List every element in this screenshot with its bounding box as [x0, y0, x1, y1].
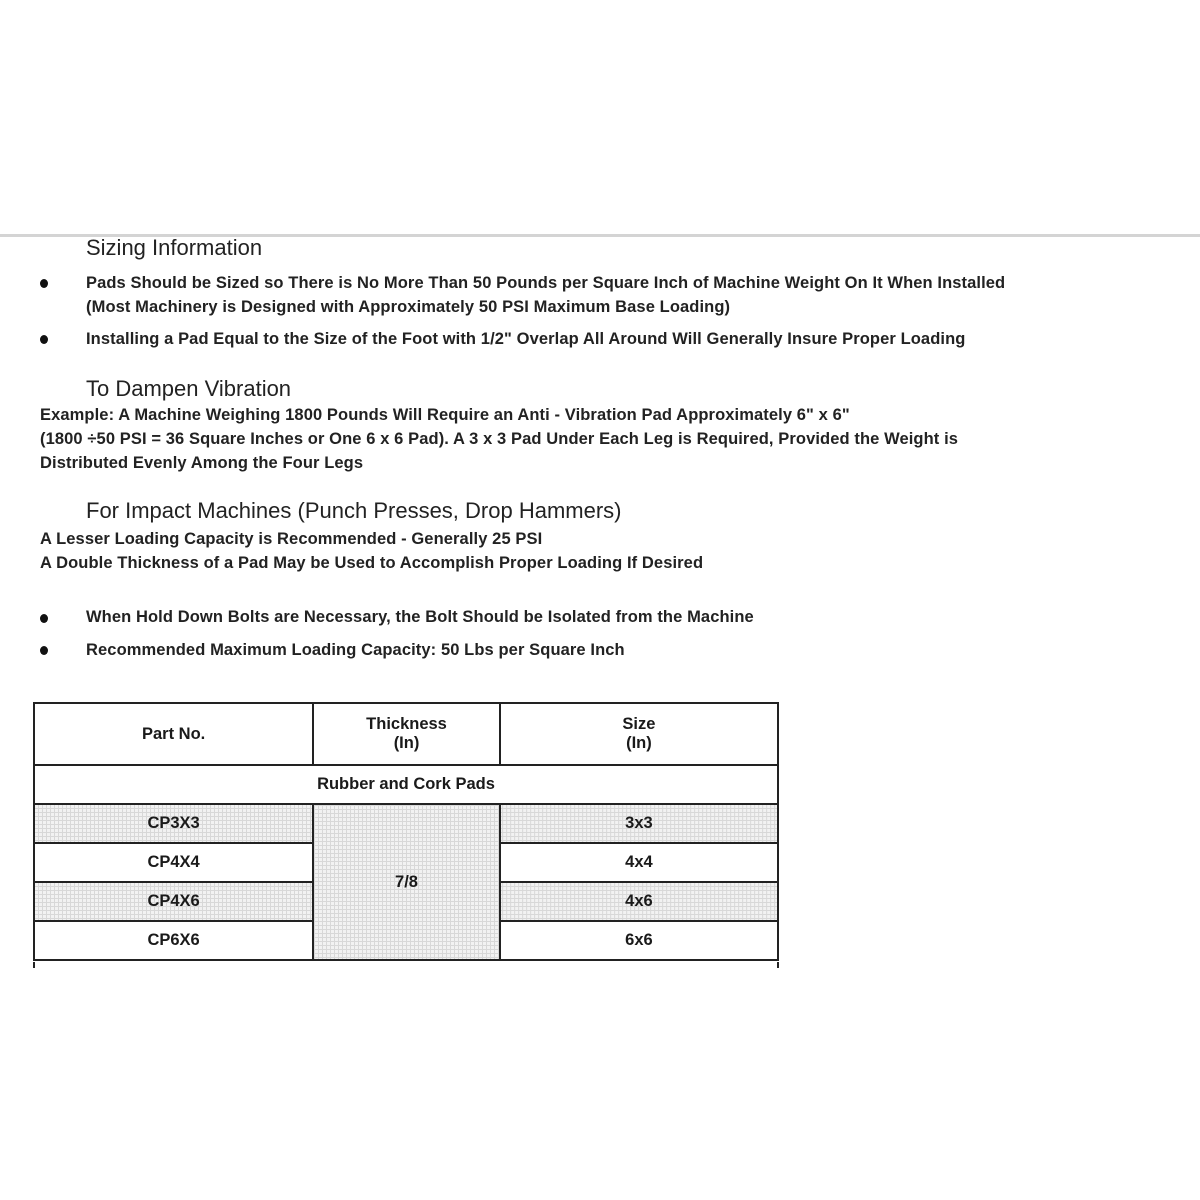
sizing-bullet-1-cont: (Most Machinery is Designed with Approximately 50 PSI Maximum Base Loading)	[86, 298, 731, 316]
category-row	[34, 765, 778, 804]
part-cell: CP3X3	[34, 804, 313, 843]
bullet-icon	[40, 646, 48, 655]
header-size-unit: (In)	[626, 734, 652, 752]
size-cell: 4x6	[500, 882, 778, 921]
header-thickness-unit: (In)	[393, 734, 420, 752]
header-size	[500, 703, 778, 765]
header-thickness	[313, 703, 500, 765]
table-continuation	[33, 962, 779, 968]
impact-heading: For Impact Machines (Punch Presses, Drop Hammers)	[86, 498, 622, 523]
part-cell: CP4X4	[34, 843, 313, 882]
bullet-icon	[40, 279, 48, 288]
sizing-heading: Sizing Information	[86, 235, 263, 260]
sizing-bullet-1: Pads Should be Sized so There is No More Than 50 Pounds per Square Inch of Machine Weight On It When Installed	[86, 274, 1006, 292]
dampen-line-1: Example: A Machine Weighing 1800 Pounds Will Require an Anti - Vibration Pad Approximately 6" x 6"	[40, 406, 850, 424]
part-cell: CP4X6	[34, 882, 313, 921]
dampen-line-2: (1800 ÷50 PSI = 36 Square Inches or One 6 x 6 Pad). A 3 x 3 Pad Under Each Leg is Required, Provided the Weight is	[40, 430, 959, 448]
header-thickness-label: Thickness	[366, 715, 447, 733]
bullet-icon	[40, 614, 48, 623]
impact-line-2: A Double Thickness of a Pad May be Used to Accomplish Proper Loading If Desired	[40, 554, 704, 572]
note-1: When Hold Down Bolts are Necessary, the Bolt Should be Isolated from the Machine	[86, 608, 754, 626]
header-part: Part No.	[34, 703, 313, 765]
thickness-cell: 7/8	[313, 804, 500, 960]
size-cell: 3x3	[500, 804, 778, 843]
note-2: Recommended Maximum Loading Capacity: 50 Lbs per Square Inch	[86, 641, 625, 659]
size-cell: 6x6	[500, 921, 778, 960]
part-cell: CP6X6	[34, 921, 313, 960]
size-cell: 4x4	[500, 843, 778, 882]
sizing-bullet-2: Installing a Pad Equal to the Size of the Foot with 1/2" Overlap All Around Will Generally Insure Proper Loading	[86, 330, 966, 348]
bullet-icon	[40, 335, 48, 344]
impact-line-1: A Lesser Loading Capacity is Recommended - Generally 25 PSI	[40, 530, 543, 548]
category-label: Rubber and Cork Pads	[34, 765, 778, 804]
dampen-line-3: Distributed Evenly Among the Four Legs	[40, 454, 364, 472]
header-size-label: Size	[622, 715, 656, 733]
dampen-heading: To Dampen Vibration	[86, 376, 292, 401]
table-header-row	[34, 703, 778, 765]
pad-table	[33, 702, 779, 961]
table-row	[34, 804, 778, 843]
